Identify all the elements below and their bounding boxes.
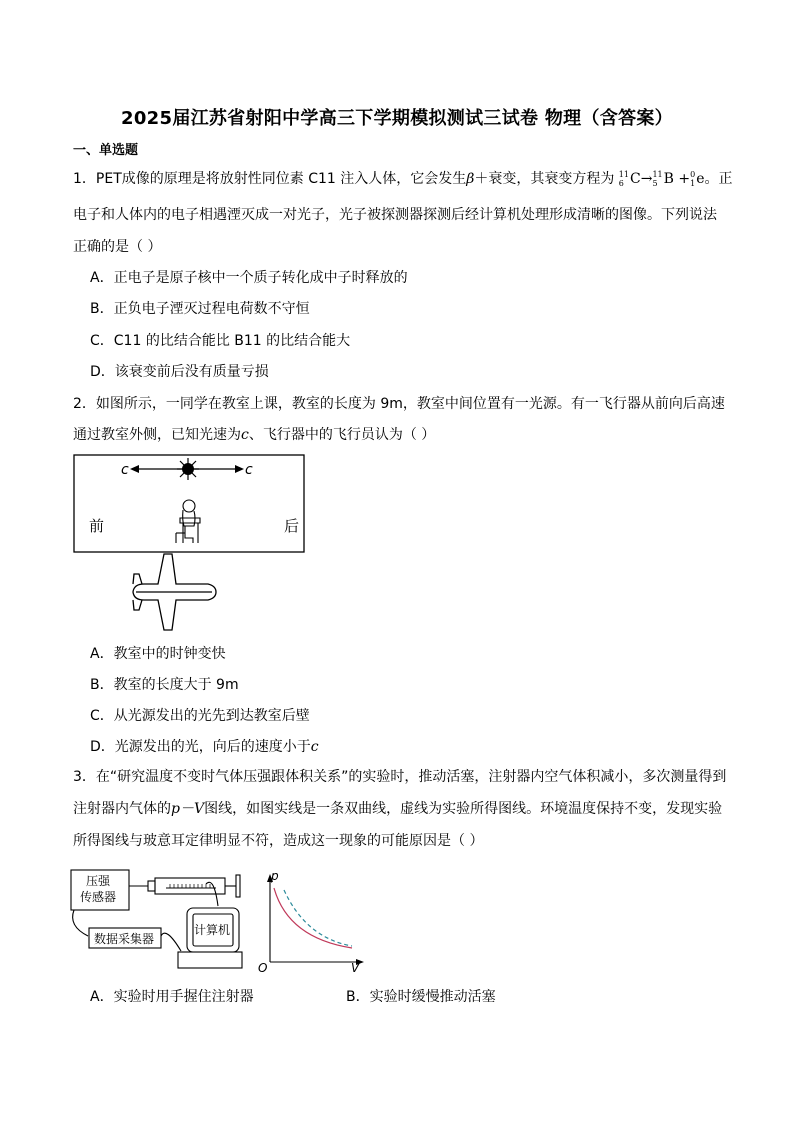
syringe-scale-ticks (170, 884, 210, 888)
axis-v-label: V (351, 961, 360, 975)
airplane-icon (133, 554, 216, 630)
q2-option-d-c: c (310, 739, 319, 755)
student-desk-icon (176, 500, 200, 543)
q2-line-2 (73, 426, 435, 444)
q2-option-c: C．从光源发出的光先到达教室后壁 (90, 708, 310, 724)
origin-label: O (258, 961, 268, 975)
q1-text-b: ＋衰变，其衰变方程为 (474, 171, 615, 187)
q1-option-a: A．正电子是原子核中一个质子转化成中子时释放的 (90, 270, 408, 286)
c-right-label: c (245, 462, 253, 478)
syringe-icon (129, 875, 240, 897)
q3-text-b: 图线，如图实线是一条双曲线，虚线为实验所得图线。环境温度保持不变，发现实验 (204, 801, 723, 817)
q1-line-2: 电子和人体内的电子相遇湮灭成一对光子，光子被探测器探测后经计算机处理形成清晰的图像。下列说法 (73, 207, 717, 223)
b-symbol: B (663, 171, 674, 187)
beta-symbol: β (466, 171, 475, 187)
light-speed-symbol: c (241, 427, 249, 443)
section-heading: 一、单选题 (73, 143, 139, 158)
b-nuclide-indices: 11 5 (652, 170, 663, 188)
computer-label: 计算机 (194, 923, 231, 937)
q2-text-b: 、飞行器中的飞行员认为（ ） (248, 427, 436, 443)
pv-symbol: p－V (171, 801, 205, 817)
plus-symbol: + (678, 171, 691, 187)
q2-option-b: B．教室的长度大于 9m (90, 677, 239, 693)
arrow-right-icon (235, 465, 244, 473)
q1-option-d: D．该衰变前后没有质量亏损 (90, 364, 269, 380)
axis-p-label: p (271, 869, 279, 883)
experiment-figure (66, 866, 366, 976)
c-nuclide-indices: 11 6 (618, 170, 629, 188)
q1-text-c: 。正 (704, 171, 733, 187)
page-title: 2025届江苏省射阳中学高三下学期模拟测试三试卷 物理（含答案） (121, 108, 673, 129)
q2-text-a: 通过教室外侧，已知光速为 (73, 427, 241, 443)
q1-option-c: C．C11 的比结合能比 B11 的比结合能大 (90, 333, 351, 349)
q1-line-3: 正确的是（ ） (73, 239, 162, 255)
experiment-dashed-curve (284, 890, 352, 946)
q3-line-3: 所得图线与玻意耳定律明显不符，造成这一现象的可能原因是（ ） (73, 833, 484, 849)
e-particle-indices: 0 1 (690, 170, 696, 188)
q1-line-1 (73, 170, 733, 188)
pv-graph (267, 874, 364, 965)
sensor-label-2: 传感器 (80, 890, 117, 904)
q2-option-d-text: D．光源发出的光，向后的速度小于 (90, 739, 311, 755)
decay-equation (619, 171, 705, 187)
arrow-symbol: → (640, 171, 653, 187)
e-symbol: e (696, 171, 705, 187)
back-label: 后 (284, 517, 300, 535)
front-label: 前 (89, 517, 105, 535)
arrow-left-icon (130, 465, 139, 473)
hyperbola-solid-curve (274, 888, 352, 948)
computer-icon (178, 908, 242, 968)
q1-text-a: 1．PET成像的原理是将放射性同位素 C11 注入人体，它会发生 (73, 171, 467, 187)
q2-line-1: 2．如图所示，一同学在教室上课，教室的长度为 9m，教室中间位置有一光源。有一飞行器从前向后高速 (73, 396, 725, 412)
collector-label: 数据采集器 (94, 932, 155, 946)
c-left-label: c (121, 462, 129, 478)
q3-line-2 (73, 800, 722, 818)
sun-light-source-icon (177, 458, 199, 480)
q3-text-a: 注射器内气体的 (73, 801, 171, 817)
q3-line-1: 3．在“研究温度不变时气体压强跟体积关系”的实验时，推动活塞，注射器内空气体积减小，多次测量得到 (73, 769, 727, 785)
c-symbol: C (629, 171, 641, 187)
q3-option-a: A．实验时用手握住注射器 (90, 989, 254, 1005)
q1-option-b: B．正负电子湮灭过程电荷数不守恒 (90, 301, 310, 317)
q3-option-b: B．实验时缓慢推动活塞 (346, 989, 496, 1005)
q2-option-d (90, 738, 319, 756)
sensor-label-1: 压强 (86, 874, 111, 888)
q2-option-a: A．教室中的时钟变快 (90, 646, 226, 662)
classroom-figure (72, 454, 308, 632)
